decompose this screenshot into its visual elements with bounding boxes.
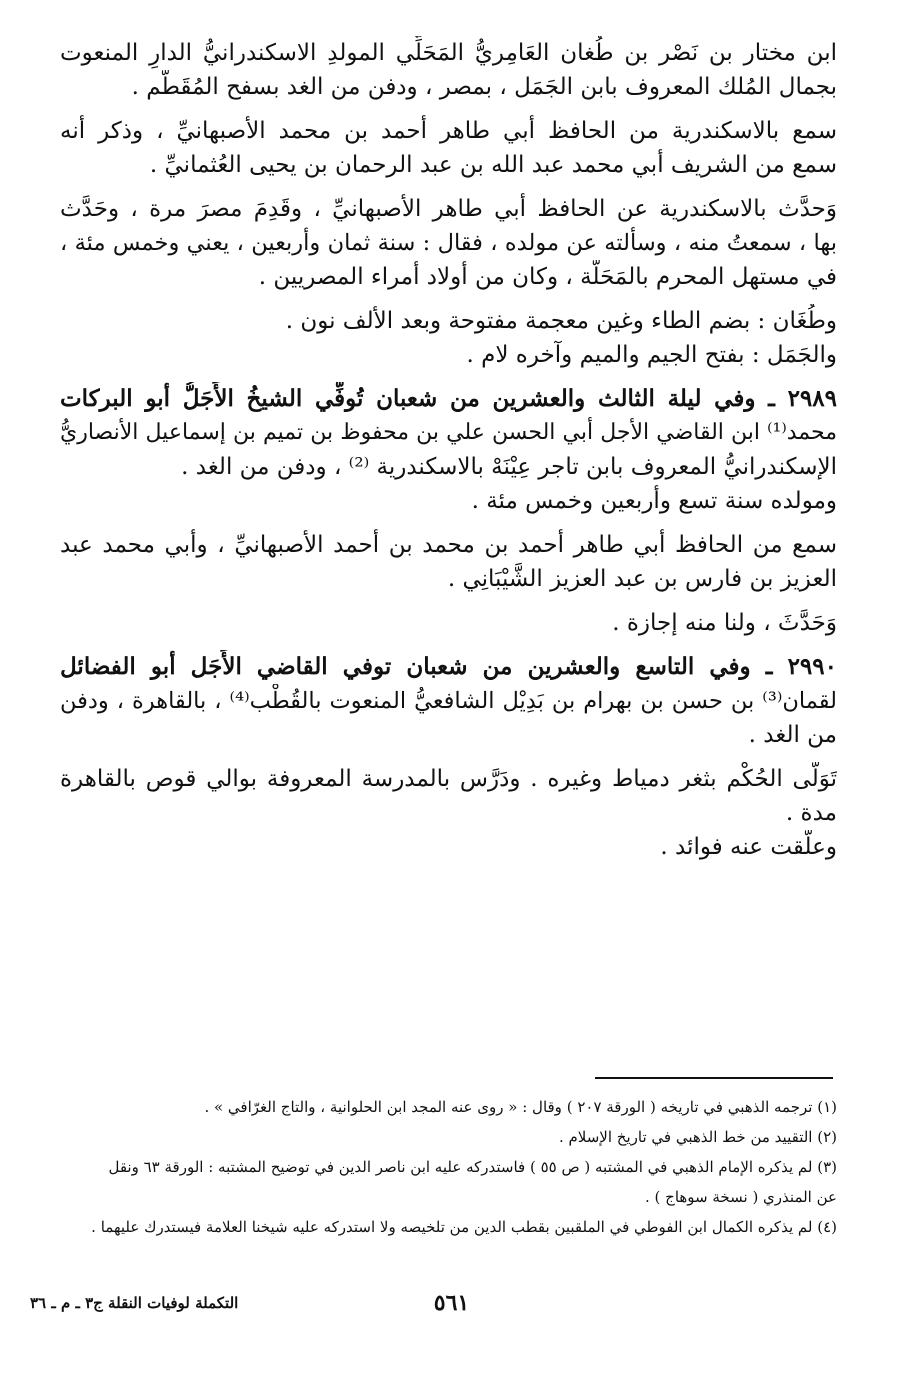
text-line: سمع من الشريف أبي محمد عبد الله بن عبد الرحمان بن يحيى العُثمانيِّ . — [149, 152, 837, 178]
text-line: والجَمَل : بفتح الجيم والميم وآخره لام . — [466, 342, 837, 368]
text-line: العزيز بن فارس بن عبد العزيز الشَّيْبَانِي . — [447, 566, 837, 592]
paragraph-hadith — [60, 192, 837, 294]
text-line: ومولده سنة تسع وأربعين وخمس مئة . — [471, 488, 837, 514]
text-line: تَوَلَّى الحُكْم بثغر دمياط وغيره . ودَرَّس بالمدرسة المعروفة بوالي قوص بالقاهرة — [60, 766, 837, 792]
text-line: محمد⁽¹⁾ ابن القاضي الأجل أبي الحسن علي بن محفوظ بن تميم بن إسماعيل الأنصاريُّ — [60, 420, 837, 445]
paragraph-2989-sama — [60, 528, 837, 596]
footnote: (٤) لم يذكره الكمال ابن الفوطي في الملقبين بقطب الدين من تلخيصه ولا استدركه عليه شيخنا العلامة فيستدرك عليهما . — [91, 1218, 837, 1236]
text-line: في مستهل المحرم بالمَحَلَّة ، وكان من أولاد أمراء المصريين . — [258, 264, 837, 290]
footnote-separator — [595, 1077, 833, 1079]
footnote-continuation: عن المنذري ( نسخة سوهاج ) . — [644, 1188, 837, 1206]
text-line: بها ، سمعتُ منه ، وسألته عن مولده ، فقال : سنة ثمان وأربعين ، يعني وخمس مئة ، — [60, 230, 837, 256]
running-footer: التكملة لوفيات النقلة ج٣ ـ م ـ ٣٦ — [30, 1294, 239, 1312]
main-text — [60, 36, 837, 874]
text-line: مدة . — [785, 800, 837, 826]
footnote: (٣) لم يذكره الإمام الذهبي في المشتبه ( ص ٥٥ ) فاستدركه عليه ابن ناصر الدين في توضيح المشتبه : الورقة ٦٣ ونقل — [108, 1158, 837, 1176]
entry-2989 — [60, 382, 837, 518]
text-line: وعلّقت عنه فوائد . — [660, 834, 837, 860]
text-line: بجمال المُلك المعروف بابن الجَمَل ، بمصر ، ودفن من الغد بسفح المُقَطَّم . — [131, 74, 837, 100]
text-line: سمع بالاسكندرية من الحافظ أبي طاهر أحمد بن محمد الأصبهانيِّ ، وذكر أنه — [60, 118, 837, 144]
footnotes — [60, 1092, 837, 1242]
text-line: ابن مختار بن نَصْر بن طُغان العَامِريُّ المَحَلِّي المولدِ الاسكندرانيُّ الدارِ المنعوت — [60, 40, 837, 66]
paragraph-biography-cont — [60, 36, 837, 104]
paragraph-2989-ijaza — [60, 606, 837, 640]
footnote: (٢) التقييد من خط الذهبي في تاريخ الإسلام . — [558, 1128, 837, 1146]
paragraph-glosses — [60, 304, 837, 372]
text-line: لقمان⁽³⁾ بن حسن بن بهرام بن بَدِيْل الشافعيُّ المنعوت بالقُطْب⁽⁴⁾ ، بالقاهرة ، ودفن — [60, 688, 837, 714]
paragraph-sama — [60, 114, 837, 182]
text-line: سمع من الحافظ أبي طاهر أحمد بن محمد بن أحمد الأصبهانيِّ ، وأبي محمد عبد — [60, 532, 837, 558]
entry-heading-line: ٢٩٩٠ ـ وفي التاسع والعشرين من شعبان توفي القاضي الأَجَل أبو الفضائل — [60, 653, 837, 680]
page-number: ٥٦١ — [433, 1290, 470, 1316]
text-line: وَحدَّث بالاسكندرية عن الحافظ أبي طاهر الأصبهانيِّ ، وقَدِمَ مصرَ مرة ، وحَدَّث — [60, 196, 837, 222]
text-line: وَحَدَّثَ ، ولنا منه إجازة . — [612, 610, 837, 636]
text-line: وطُغَان : بضم الطاء وغين معجمة مفتوحة وبعد الألف نون . — [285, 308, 837, 334]
paragraph-2990-career — [60, 762, 837, 864]
footnote: (١) ترجمه الذهبي في تاريخه ( الورقة ٢٠٧ ) وقال : « روى عنه المجد ابن الحلوانية ، والتاج الغرّافي » . — [204, 1098, 837, 1116]
entry-2990 — [60, 650, 837, 752]
entry-heading-line: ٢٩٨٩ ـ وفي ليلة الثالث والعشرين من شعبان تُوفِّي الشيخُ الأَجَلُّ أبو البركات — [60, 385, 837, 412]
text-line: الإسكندرانيُّ المعروف بابن تاجر عِيْنَهْ بالاسكندرية ⁽²⁾ ، ودفن من الغد . — [181, 454, 837, 480]
text-line: من الغد . — [748, 722, 837, 748]
